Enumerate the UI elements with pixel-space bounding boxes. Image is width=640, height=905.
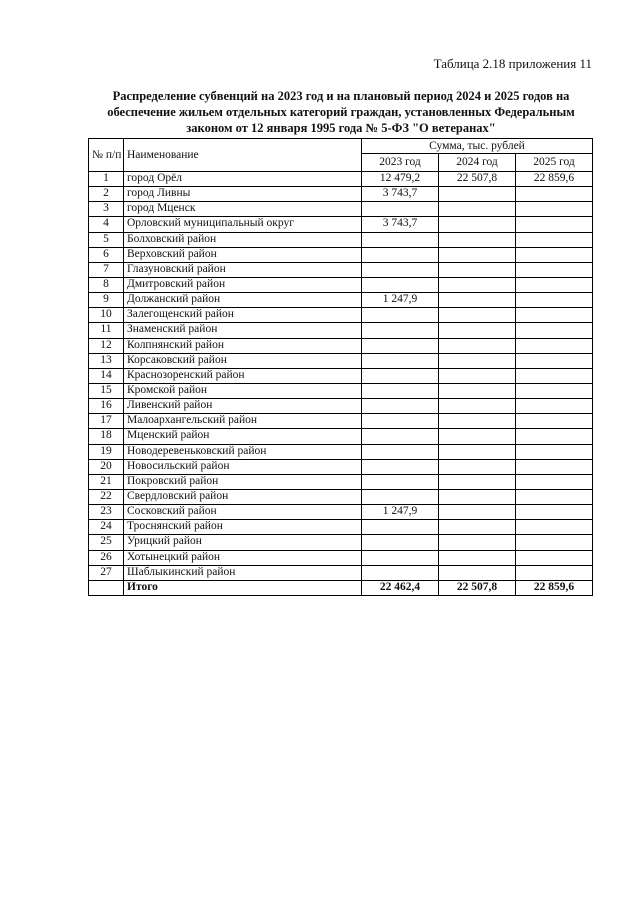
row-value-2023: 1 247,9 <box>362 293 439 308</box>
table-row <box>89 323 593 338</box>
row-value-2024 <box>439 383 516 398</box>
row-name: Болховский район <box>124 232 362 247</box>
row-value-2025 <box>516 232 593 247</box>
row-value-2024 <box>439 565 516 580</box>
table-row <box>89 505 593 520</box>
row-value-2024 <box>439 535 516 550</box>
row-value-2025 <box>516 550 593 565</box>
table-row <box>89 217 593 232</box>
header-name: Наименование <box>124 139 362 172</box>
row-name: Кромской район <box>124 383 362 398</box>
table-row <box>89 399 593 414</box>
row-value-2023 <box>362 338 439 353</box>
row-value-2023 <box>362 459 439 474</box>
row-value-2025 <box>516 535 593 550</box>
row-name: Колпнянский район <box>124 338 362 353</box>
table-row <box>89 444 593 459</box>
row-value-2023 <box>362 262 439 277</box>
row-value-2024 <box>439 399 516 414</box>
total-2024: 22 507,8 <box>439 580 516 595</box>
row-value-2024 <box>439 323 516 338</box>
row-number: 27 <box>89 565 124 580</box>
table-row <box>89 429 593 444</box>
row-value-2023: 1 247,9 <box>362 505 439 520</box>
row-value-2025 <box>516 399 593 414</box>
header-year-2024: 2024 год <box>439 154 516 172</box>
document-title: Распределение субвенций на 2023 год и на плановый период 2024 и 2025 годов на обеспечение жильем отдельных категорий граждан, установленных Федеральным законом от 12 января 1995 года № 5-ФЗ "О ветеранах" <box>107 89 575 135</box>
row-number: 10 <box>89 308 124 323</box>
table-row <box>89 474 593 489</box>
row-name: Краснозоренский район <box>124 368 362 383</box>
row-number: 1 <box>89 172 124 187</box>
row-value-2024 <box>439 232 516 247</box>
total-number-cell <box>89 580 124 595</box>
table-row <box>89 520 593 535</box>
row-value-2024 <box>439 247 516 262</box>
row-value-2025 <box>516 262 593 277</box>
row-number: 12 <box>89 338 124 353</box>
row-number: 24 <box>89 520 124 535</box>
row-name: Должанский район <box>124 293 362 308</box>
row-value-2025 <box>516 293 593 308</box>
row-value-2024: 22 507,8 <box>439 172 516 187</box>
row-value-2025 <box>516 277 593 292</box>
row-value-2023 <box>362 414 439 429</box>
table-row <box>89 459 593 474</box>
row-value-2024 <box>439 262 516 277</box>
row-name: Корсаковский район <box>124 353 362 368</box>
row-value-2024 <box>439 293 516 308</box>
row-value-2024 <box>439 202 516 217</box>
row-number: 26 <box>89 550 124 565</box>
row-value-2024 <box>439 308 516 323</box>
row-value-2025 <box>516 474 593 489</box>
row-number: 23 <box>89 505 124 520</box>
table-row <box>89 565 593 580</box>
table-row <box>89 262 593 277</box>
row-value-2025 <box>516 338 593 353</box>
row-value-2024 <box>439 489 516 504</box>
total-2025: 22 859,6 <box>516 580 593 595</box>
row-value-2025 <box>516 353 593 368</box>
row-number: 22 <box>89 489 124 504</box>
row-value-2024 <box>439 505 516 520</box>
row-value-2023 <box>362 565 439 580</box>
row-value-2023 <box>362 474 439 489</box>
row-value-2023: 3 743,7 <box>362 217 439 232</box>
row-value-2025 <box>516 565 593 580</box>
total-2023: 22 462,4 <box>362 580 439 595</box>
row-name: Мценский район <box>124 429 362 444</box>
row-value-2023 <box>362 429 439 444</box>
row-value-2023 <box>362 323 439 338</box>
table-row <box>89 202 593 217</box>
total-label: Итого <box>124 580 362 595</box>
row-value-2024 <box>439 414 516 429</box>
table-row <box>89 187 593 202</box>
subsidy-table <box>88 138 593 596</box>
row-value-2024 <box>439 277 516 292</box>
header-year-2025: 2025 год <box>516 154 593 172</box>
row-value-2023 <box>362 202 439 217</box>
row-value-2023 <box>362 399 439 414</box>
row-number: 20 <box>89 459 124 474</box>
row-value-2023 <box>362 368 439 383</box>
row-value-2025 <box>516 429 593 444</box>
header-number: № п/п <box>89 139 124 172</box>
row-value-2024 <box>439 474 516 489</box>
row-number: 18 <box>89 429 124 444</box>
row-number: 7 <box>89 262 124 277</box>
row-value-2023 <box>362 232 439 247</box>
row-value-2025 <box>516 383 593 398</box>
row-name: Урицкий район <box>124 535 362 550</box>
row-value-2023: 3 743,7 <box>362 187 439 202</box>
table-row <box>89 383 593 398</box>
row-name: Ливенский район <box>124 399 362 414</box>
row-value-2024 <box>439 187 516 202</box>
row-value-2025 <box>516 489 593 504</box>
table-row <box>89 277 593 292</box>
row-value-2023 <box>362 353 439 368</box>
row-name: Верховский район <box>124 247 362 262</box>
row-value-2025 <box>516 520 593 535</box>
row-value-2023 <box>362 520 439 535</box>
row-value-2023: 12 479,2 <box>362 172 439 187</box>
table-row <box>89 338 593 353</box>
row-name: Новодеревеньковский район <box>124 444 362 459</box>
row-number: 14 <box>89 368 124 383</box>
row-value-2023 <box>362 535 439 550</box>
row-value-2023 <box>362 444 439 459</box>
row-value-2023 <box>362 489 439 504</box>
table-row <box>89 550 593 565</box>
table-row <box>89 368 593 383</box>
row-name: Орловский муниципальный округ <box>124 217 362 232</box>
row-value-2025 <box>516 459 593 474</box>
row-number: 11 <box>89 323 124 338</box>
row-number: 3 <box>89 202 124 217</box>
row-name: Покровский район <box>124 474 362 489</box>
row-value-2025 <box>516 323 593 338</box>
row-value-2024 <box>439 217 516 232</box>
row-number: 17 <box>89 414 124 429</box>
table-row <box>89 172 593 187</box>
row-name: Хотынецкий район <box>124 550 362 565</box>
row-number: 13 <box>89 353 124 368</box>
row-value-2024 <box>439 550 516 565</box>
row-value-2024 <box>439 429 516 444</box>
table-row <box>89 247 593 262</box>
row-value-2024 <box>439 338 516 353</box>
table-row <box>89 293 593 308</box>
row-value-2025 <box>516 308 593 323</box>
table-row <box>89 489 593 504</box>
row-name: Знаменский район <box>124 323 362 338</box>
row-value-2025 <box>516 414 593 429</box>
row-value-2023 <box>362 247 439 262</box>
row-value-2025 <box>516 444 593 459</box>
row-value-2023 <box>362 550 439 565</box>
row-name: Троснянский район <box>124 520 362 535</box>
row-name: город Мценск <box>124 202 362 217</box>
row-value-2023 <box>362 308 439 323</box>
row-number: 21 <box>89 474 124 489</box>
row-value-2023 <box>362 383 439 398</box>
row-name: Новосильский район <box>124 459 362 474</box>
row-name: Глазуновский район <box>124 262 362 277</box>
row-value-2025: 22 859,6 <box>516 172 593 187</box>
row-name: город Ливны <box>124 187 362 202</box>
row-value-2023 <box>362 277 439 292</box>
row-value-2024 <box>439 368 516 383</box>
table-row <box>89 353 593 368</box>
row-number: 16 <box>89 399 124 414</box>
row-number: 2 <box>89 187 124 202</box>
row-value-2024 <box>439 459 516 474</box>
row-value-2024 <box>439 520 516 535</box>
row-value-2025 <box>516 217 593 232</box>
row-number: 9 <box>89 293 124 308</box>
table-row <box>89 414 593 429</box>
row-number: 19 <box>89 444 124 459</box>
row-value-2025 <box>516 368 593 383</box>
row-value-2025 <box>516 187 593 202</box>
table-row <box>89 535 593 550</box>
row-number: 15 <box>89 383 124 398</box>
table-body <box>89 172 593 581</box>
header-sum: Сумма, тыс. рублей <box>362 139 593 154</box>
table-row <box>89 308 593 323</box>
row-number: 25 <box>89 535 124 550</box>
row-value-2024 <box>439 444 516 459</box>
row-name: Шаблыкинский район <box>124 565 362 580</box>
row-value-2025 <box>516 247 593 262</box>
table-row <box>89 232 593 247</box>
row-value-2025 <box>516 202 593 217</box>
row-value-2024 <box>439 353 516 368</box>
row-name: Залегощенский район <box>124 308 362 323</box>
total-row <box>89 580 593 595</box>
row-number: 4 <box>89 217 124 232</box>
row-number: 5 <box>89 232 124 247</box>
row-name: Сосковский район <box>124 505 362 520</box>
row-name: город Орёл <box>124 172 362 187</box>
header-year-2023: 2023 год <box>362 154 439 172</box>
row-number: 6 <box>89 247 124 262</box>
row-name: Малоархангельский район <box>124 414 362 429</box>
row-value-2025 <box>516 505 593 520</box>
table-caption: Таблица 2.18 приложения 11 <box>433 56 592 71</box>
row-name: Свердловский район <box>124 489 362 504</box>
row-number: 8 <box>89 277 124 292</box>
row-name: Дмитровский район <box>124 277 362 292</box>
